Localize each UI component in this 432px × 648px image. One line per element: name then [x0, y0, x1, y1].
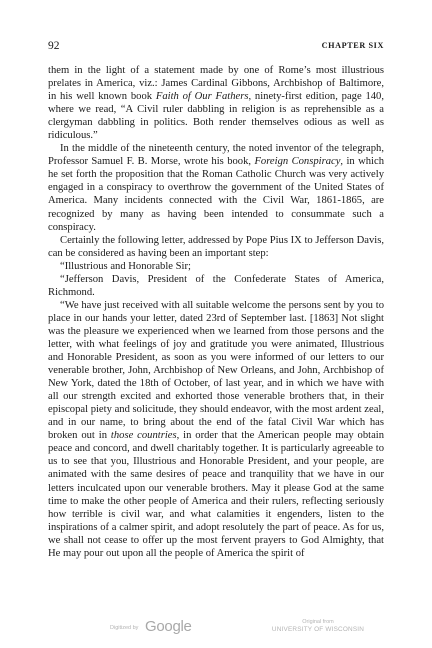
body-text — [48, 64, 384, 560]
paragraph: them in the light of a statement made by one of Rome’s most illustrious prelates in America, viz.: James Cardinal Gibbons, Archbishop of Baltimore, in his well known book Faith of Our Fathers, ninety-first edition, page 140, where we read, “A Civil ruler dabbling in religion is as reprehensible as a clergyman dabbling in politics. Both render themselves odious as well as ridiculous.” — [48, 65, 384, 142]
paragraph: In the middle of the nineteenth century, the noted inventor of the telegraph, Professor Samuel F. B. Morse, wrote his book, Foreign Conspiracy, in which he set forth the proposition that the Roman Catholic Church was very actively engaged in a conspiracy to overthrow the government of the United States of America. Many incidents connected with the Civil War, 1861-1865, are recognized by many as having been intended to consummate such a conspiracy. — [48, 143, 384, 233]
original-source-watermark — [258, 619, 378, 634]
original-from-label: Original from — [302, 619, 334, 625]
digitized-by-label: Digitized by — [110, 625, 139, 631]
letter-salutation: “Illustrious and Honorable Sir; — [60, 260, 191, 272]
letter-addressee: “Jefferson Davis, President of the Confederate States of America, Richmond. — [48, 273, 384, 298]
letter-body: “We have just received with all suitable welcome the persons sent by you to place in our hands your letter, dated 23rd of September last. [1863] Not slight was the pleasure we experienced when we learned from those persons and the letter, with what feelings of joy and gratitude you were animated, Illustrious and Honorable President, as soon as you were informed of our letters to our venerable brother, John, Archbishop of New Orleans, and John, Archbishop of New York, dated the 18th of October, of last year, and in which we have with all our strength excited and exhorted those venerable brothers that, in their episcopal piety and solicitude, they should endeavor, with the most ardent zeal, and in our name, to bring about the end of the fatal Civil War which has broken out in those countries, in order that the American people may obtain peace and concord, and dwell charitably together. It is particularly agreeable to us to see that you, Illustrious and Honorable President, and your people, are animated with the same desires of peace and tranquility that we have in our letters inculcated upon our venerable brothers. May it please God at the same time to make the other people of America and their rulers, reflecting seriously how terrible is civil war, and what calamities it engenders, listen to the inspirations of a calmer spirit, and adopt resolutely the part of peace. As for us, we shall not cease to offer up the most fervent prayers to God Almighty, that He may pour out upon all the people of America the spirit of — [48, 299, 385, 559]
chapter-title: CHAPTER SIX — [321, 41, 384, 50]
source-library-name: UNIVERSITY OF WISCONSIN — [271, 626, 365, 633]
digitized-by-watermark — [110, 618, 220, 638]
running-head — [48, 40, 384, 54]
page-number: 92 — [48, 40, 60, 52]
paragraph: Certainly the following letter, addressed by Pope Pius IX to Jefferson Davis, can be considered as having been an important step: — [48, 234, 384, 259]
google-logo: Google — [145, 618, 192, 635]
